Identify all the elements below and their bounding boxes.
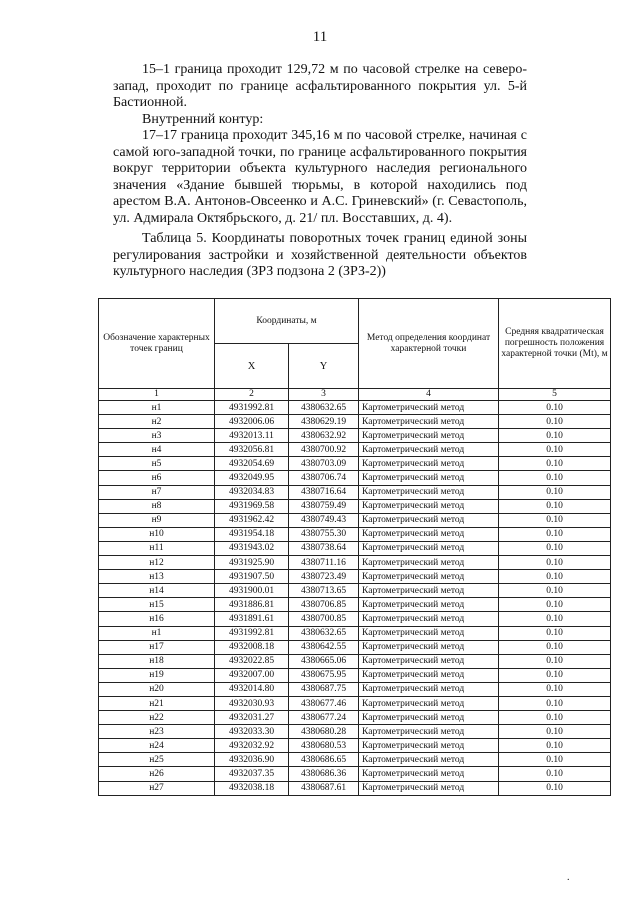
accuracy-cell: 0.10 xyxy=(499,725,611,739)
method-cell: Картометрический метод xyxy=(359,499,499,513)
method-cell: Картометрический метод xyxy=(359,668,499,682)
y-coordinate-cell: 4380759.49 xyxy=(289,499,359,513)
method-cell: Картометрический метод xyxy=(359,739,499,753)
header-y: Y xyxy=(289,344,359,389)
header-method: Метод определения координат характерной точки xyxy=(359,299,499,389)
table-row xyxy=(99,598,611,612)
point-designation-cell: н27 xyxy=(99,781,215,795)
page-mark: . xyxy=(567,872,570,883)
y-coordinate-cell: 4380703.09 xyxy=(289,457,359,471)
accuracy-cell: 0.10 xyxy=(499,513,611,527)
x-coordinate-cell: 4932007.00 xyxy=(215,668,289,682)
method-cell: Картометрический метод xyxy=(359,457,499,471)
table-row xyxy=(99,767,611,781)
table-row xyxy=(99,612,611,626)
point-designation-cell: н4 xyxy=(99,443,215,457)
y-coordinate-cell: 4380665.06 xyxy=(289,654,359,668)
x-coordinate-cell: 4931907.50 xyxy=(215,570,289,584)
method-cell: Картометрический метод xyxy=(359,401,499,415)
table-row xyxy=(99,753,611,767)
y-coordinate-cell: 4380629.19 xyxy=(289,415,359,429)
table-row xyxy=(99,696,611,710)
point-designation-cell: н10 xyxy=(99,527,215,541)
x-coordinate-cell: 4932049.95 xyxy=(215,471,289,485)
header-designation: Обозначение характерных точек границ xyxy=(99,299,215,389)
point-designation-cell: н8 xyxy=(99,499,215,513)
table-caption xyxy=(113,231,527,281)
header-x: X xyxy=(215,344,289,389)
x-coordinate-cell: 4931962.42 xyxy=(215,513,289,527)
y-coordinate-cell: 4380723.49 xyxy=(289,570,359,584)
column-number: 3 xyxy=(289,389,359,401)
x-coordinate-cell: 4932031.27 xyxy=(215,711,289,725)
table-row xyxy=(99,668,611,682)
point-designation-cell: н19 xyxy=(99,668,215,682)
x-coordinate-cell: 4931992.81 xyxy=(215,626,289,640)
method-cell: Картометрический метод xyxy=(359,429,499,443)
y-coordinate-cell: 4380680.28 xyxy=(289,725,359,739)
y-coordinate-cell: 4380632.92 xyxy=(289,429,359,443)
y-coordinate-cell: 4380686.65 xyxy=(289,753,359,767)
coordinates-table xyxy=(98,298,611,796)
method-cell: Картометрический метод xyxy=(359,654,499,668)
point-designation-cell: н3 xyxy=(99,429,215,443)
y-coordinate-cell: 4380755.30 xyxy=(289,527,359,541)
accuracy-cell: 0.10 xyxy=(499,682,611,696)
method-cell: Картометрический метод xyxy=(359,527,499,541)
y-coordinate-cell: 4380738.64 xyxy=(289,541,359,555)
header-coordinates: Координаты, м xyxy=(215,299,359,344)
accuracy-cell: 0.10 xyxy=(499,471,611,485)
x-coordinate-cell: 4931925.90 xyxy=(215,556,289,570)
x-coordinate-cell: 4931900.01 xyxy=(215,584,289,598)
table-row xyxy=(99,443,611,457)
x-coordinate-cell: 4932014.80 xyxy=(215,682,289,696)
accuracy-cell: 0.10 xyxy=(499,415,611,429)
paragraph-boundary-17-17: 17–17 граница проходит 345,16 м по часовой стрелке, начиная с самой юго-западной точки, по границе асфальтированного покрытия вокруг территории объекта культурного наследия регионального значения «Здание бывшей тюрьмы, в которой находились под арестом В.А. Антонов-Овсеенко и А.С. Гриневский» (г. Севастополь, ул. Адмирала Октябрьского, д. 21/ пл. Восставших, д. 4). xyxy=(113,128,527,226)
y-coordinate-cell: 4380706.85 xyxy=(289,598,359,612)
y-coordinate-cell: 4380677.46 xyxy=(289,696,359,710)
table-row xyxy=(99,457,611,471)
method-cell: Картометрический метод xyxy=(359,556,499,570)
x-coordinate-cell: 4931954.18 xyxy=(215,527,289,541)
accuracy-cell: 0.10 xyxy=(499,781,611,795)
accuracy-cell: 0.10 xyxy=(499,711,611,725)
x-coordinate-cell: 4931886.81 xyxy=(215,598,289,612)
accuracy-cell: 0.10 xyxy=(499,457,611,471)
table-row xyxy=(99,401,611,415)
point-designation-cell: н18 xyxy=(99,654,215,668)
accuracy-cell: 0.10 xyxy=(499,429,611,443)
point-designation-cell: н26 xyxy=(99,767,215,781)
column-number: 1 xyxy=(99,389,215,401)
accuracy-cell: 0.10 xyxy=(499,612,611,626)
table-row xyxy=(99,584,611,598)
point-designation-cell: н15 xyxy=(99,598,215,612)
table-row xyxy=(99,527,611,541)
body-text xyxy=(113,62,527,227)
point-designation-cell: н6 xyxy=(99,471,215,485)
method-cell: Картометрический метод xyxy=(359,513,499,527)
table-row xyxy=(99,640,611,654)
table-row xyxy=(99,513,611,527)
x-coordinate-cell: 4931891.61 xyxy=(215,612,289,626)
method-cell: Картометрический метод xyxy=(359,640,499,654)
y-coordinate-cell: 4380677.24 xyxy=(289,711,359,725)
method-cell: Картометрический метод xyxy=(359,598,499,612)
x-coordinate-cell: 4932013.11 xyxy=(215,429,289,443)
y-coordinate-cell: 4380706.74 xyxy=(289,471,359,485)
point-designation-cell: н1 xyxy=(99,401,215,415)
accuracy-cell: 0.10 xyxy=(499,570,611,584)
x-coordinate-cell: 4932006.06 xyxy=(215,415,289,429)
point-designation-cell: н25 xyxy=(99,753,215,767)
method-cell: Картометрический метод xyxy=(359,570,499,584)
table-row xyxy=(99,541,611,555)
x-coordinate-cell: 4932030.93 xyxy=(215,696,289,710)
table-row xyxy=(99,739,611,753)
accuracy-cell: 0.10 xyxy=(499,626,611,640)
table-row xyxy=(99,781,611,795)
point-designation-cell: н23 xyxy=(99,725,215,739)
table-row xyxy=(99,682,611,696)
point-designation-cell: н11 xyxy=(99,541,215,555)
page-number: 11 xyxy=(312,29,328,45)
accuracy-cell: 0.10 xyxy=(499,584,611,598)
accuracy-cell: 0.10 xyxy=(499,654,611,668)
accuracy-cell: 0.10 xyxy=(499,443,611,457)
accuracy-cell: 0.10 xyxy=(499,527,611,541)
point-designation-cell: н14 xyxy=(99,584,215,598)
accuracy-cell: 0.10 xyxy=(499,598,611,612)
table-row xyxy=(99,499,611,513)
accuracy-cell: 0.10 xyxy=(499,485,611,499)
method-cell: Картометрический метод xyxy=(359,767,499,781)
accuracy-cell: 0.10 xyxy=(499,739,611,753)
accuracy-cell: 0.10 xyxy=(499,499,611,513)
y-coordinate-cell: 4380687.61 xyxy=(289,781,359,795)
method-cell: Картометрический метод xyxy=(359,485,499,499)
point-designation-cell: н20 xyxy=(99,682,215,696)
y-coordinate-cell: 4380749.43 xyxy=(289,513,359,527)
y-coordinate-cell: 4380680.53 xyxy=(289,739,359,753)
y-coordinate-cell: 4380632.65 xyxy=(289,626,359,640)
point-designation-cell: н2 xyxy=(99,415,215,429)
x-coordinate-cell: 4932022.85 xyxy=(215,654,289,668)
accuracy-cell: 0.10 xyxy=(499,640,611,654)
point-designation-cell: н21 xyxy=(99,696,215,710)
method-cell: Картометрический метод xyxy=(359,443,499,457)
method-cell: Картометрический метод xyxy=(359,753,499,767)
method-cell: Картометрический метод xyxy=(359,541,499,555)
y-coordinate-cell: 4380700.85 xyxy=(289,612,359,626)
x-coordinate-cell: 4932038.18 xyxy=(215,781,289,795)
column-numbers-row xyxy=(99,389,611,401)
x-coordinate-cell: 4932036.90 xyxy=(215,753,289,767)
point-designation-cell: н16 xyxy=(99,612,215,626)
table-row xyxy=(99,725,611,739)
point-designation-cell: н7 xyxy=(99,485,215,499)
y-coordinate-cell: 4380675.95 xyxy=(289,668,359,682)
x-coordinate-cell: 4932032.92 xyxy=(215,739,289,753)
accuracy-cell: 0.10 xyxy=(499,696,611,710)
table-row xyxy=(99,485,611,499)
header-accuracy: Средняя квадратическая погрешность положения характерной точки (Mt), м xyxy=(499,299,611,389)
x-coordinate-cell: 4932054.69 xyxy=(215,457,289,471)
method-cell: Картометрический метод xyxy=(359,626,499,640)
accuracy-cell: 0.10 xyxy=(499,556,611,570)
method-cell: Картометрический метод xyxy=(359,682,499,696)
y-coordinate-cell: 4380687.75 xyxy=(289,682,359,696)
method-cell: Картометрический метод xyxy=(359,471,499,485)
method-cell: Картометрический метод xyxy=(359,711,499,725)
table-row xyxy=(99,570,611,584)
table-row xyxy=(99,556,611,570)
point-designation-cell: н9 xyxy=(99,513,215,527)
x-coordinate-cell: 4932037.35 xyxy=(215,767,289,781)
method-cell: Картометрический метод xyxy=(359,584,499,598)
x-coordinate-cell: 4932056.81 xyxy=(215,443,289,457)
column-number: 4 xyxy=(359,389,499,401)
method-cell: Картометрический метод xyxy=(359,415,499,429)
x-coordinate-cell: 4932034.83 xyxy=(215,485,289,499)
point-designation-cell: н13 xyxy=(99,570,215,584)
accuracy-cell: 0.10 xyxy=(499,753,611,767)
x-coordinate-cell: 4931943.02 xyxy=(215,541,289,555)
method-cell: Картометрический метод xyxy=(359,696,499,710)
x-coordinate-cell: 4932008.18 xyxy=(215,640,289,654)
table-row xyxy=(99,626,611,640)
method-cell: Картометрический метод xyxy=(359,725,499,739)
accuracy-cell: 0.10 xyxy=(499,541,611,555)
table-row xyxy=(99,654,611,668)
point-designation-cell: н22 xyxy=(99,711,215,725)
y-coordinate-cell: 4380686.36 xyxy=(289,767,359,781)
table-caption-text: Таблица 5. Координаты поворотных точек границ единой зоны регулирования застройки и хозяйственной деятельности объектов культурного наследия (ЗРЗ подзона 2 (ЗРЗ-2)) xyxy=(113,231,527,279)
y-coordinate-cell: 4380716.64 xyxy=(289,485,359,499)
x-coordinate-cell: 4931992.81 xyxy=(215,401,289,415)
y-coordinate-cell: 4380711.16 xyxy=(289,556,359,570)
table-row xyxy=(99,429,611,443)
accuracy-cell: 0.10 xyxy=(499,767,611,781)
accuracy-cell: 0.10 xyxy=(499,401,611,415)
column-number: 5 xyxy=(499,389,611,401)
y-coordinate-cell: 4380642.55 xyxy=(289,640,359,654)
y-coordinate-cell: 4380700.92 xyxy=(289,443,359,457)
point-designation-cell: н1 xyxy=(99,626,215,640)
table-row xyxy=(99,415,611,429)
point-designation-cell: н17 xyxy=(99,640,215,654)
y-coordinate-cell: 4380632.65 xyxy=(289,401,359,415)
paragraph-inner-contour: Внутренний контур: xyxy=(142,111,264,127)
x-coordinate-cell: 4931969.58 xyxy=(215,499,289,513)
point-designation-cell: н24 xyxy=(99,739,215,753)
y-coordinate-cell: 4380713.65 xyxy=(289,584,359,598)
accuracy-cell: 0.10 xyxy=(499,668,611,682)
point-designation-cell: н5 xyxy=(99,457,215,471)
point-designation-cell: н12 xyxy=(99,556,215,570)
column-number: 2 xyxy=(215,389,289,401)
x-coordinate-cell: 4932033.30 xyxy=(215,725,289,739)
table-row xyxy=(99,471,611,485)
method-cell: Картометрический метод xyxy=(359,612,499,626)
method-cell: Картометрический метод xyxy=(359,781,499,795)
table-row xyxy=(99,711,611,725)
paragraph-boundary-15-1: 15–1 граница проходит 129,72 м по часовой стрелке на северо-запад, проходит по границе асфальтированного покрытия ул. 5-й Бастионной. xyxy=(113,62,527,110)
